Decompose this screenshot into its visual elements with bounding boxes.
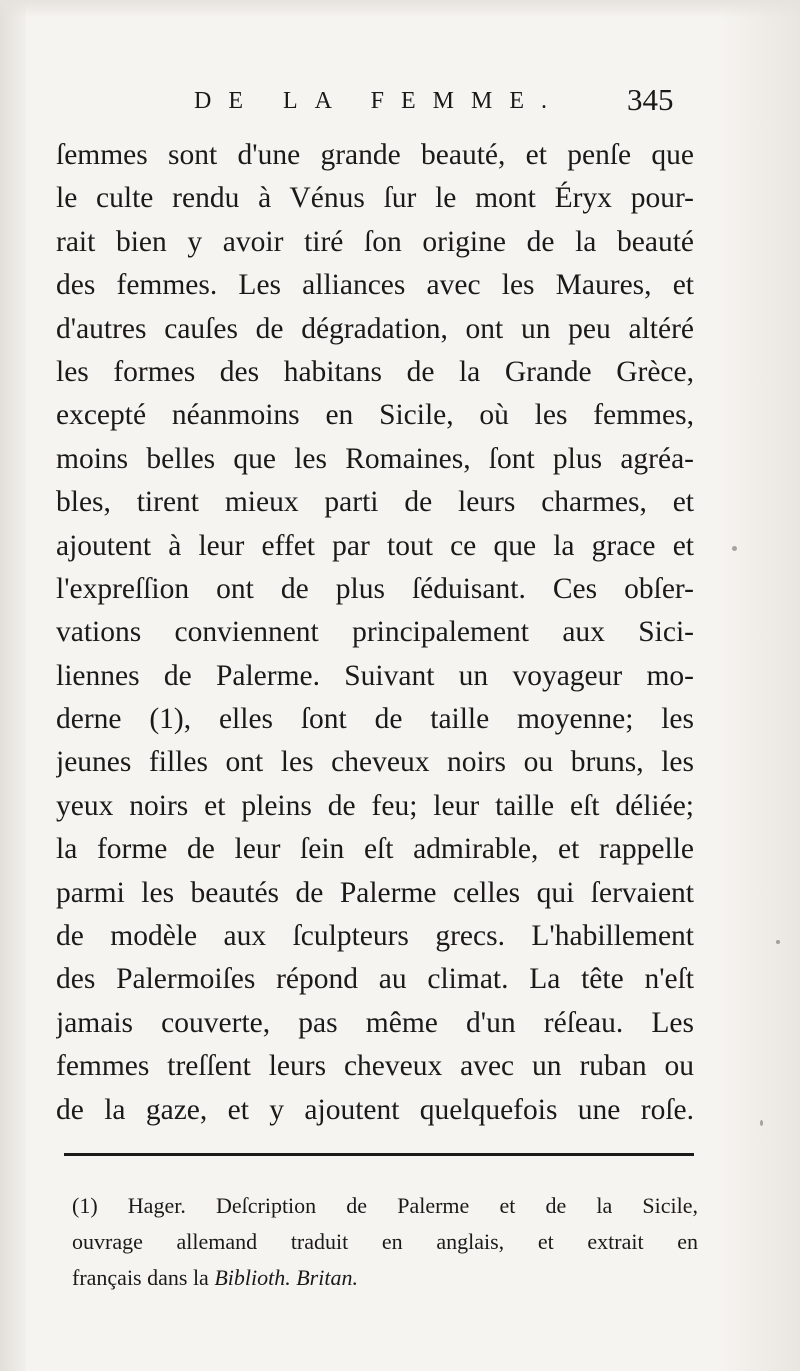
page-top-shadow bbox=[0, 0, 800, 18]
text-line: jeunes filles ont les cheveux noirs ou bruns, les bbox=[56, 746, 694, 779]
text-line: yeux noirs et pleins de feu; leur taille eſt déliée; bbox=[56, 789, 694, 822]
footnote-line: ouvrage allemand traduit en anglais, et extrait en bbox=[72, 1229, 698, 1254]
text-line: rait bien y avoir tiré ſon origine de la beauté bbox=[56, 225, 694, 258]
page-gutter-shadow bbox=[0, 0, 26, 1371]
footnote bbox=[72, 1188, 698, 1296]
text-line: derne (1), elles ſont de taille moyenne; les bbox=[56, 703, 694, 736]
page-number: 345 bbox=[627, 82, 674, 117]
text-line: ſemmes sont d'une grande beauté, et penſe que bbox=[56, 139, 694, 171]
page-header bbox=[0, 78, 800, 134]
text-line: bles, tirent mieux parti de leurs charmes, et bbox=[56, 486, 694, 519]
footnote-journal-title: Biblioth. Britan. bbox=[214, 1265, 358, 1290]
text-line: moins belles que les Romaines, ſont plus agréa- bbox=[56, 442, 694, 475]
running-title: DE LA FEMME. bbox=[194, 88, 565, 114]
text-line: de modèle aux ſculpteurs grecs. L'habillement bbox=[56, 920, 694, 953]
text-line: parmi les beautés de Palerme celles qui ſervaient bbox=[56, 876, 694, 909]
text-line: l'expreſſion ont de plus ſéduisant. Ces obſer- bbox=[56, 572, 694, 605]
footnote-line-prefix: français dans la bbox=[72, 1265, 215, 1290]
text-line: les formes des habitans de la Grande Grèce, bbox=[56, 355, 694, 388]
footnote-line bbox=[72, 1260, 698, 1296]
footnote-line: (1) Hager. Deſcription de Palerme et de la Sicile, bbox=[72, 1193, 698, 1218]
paper-speck bbox=[732, 546, 737, 551]
footnote-rule bbox=[64, 1153, 694, 1156]
text-line: la forme de leur ſein eſt admirable, et rappelle bbox=[56, 833, 694, 866]
text-line: des femmes. Les alliances avec les Maures, et bbox=[56, 269, 694, 302]
body-text bbox=[56, 134, 694, 1132]
page-edge-shadow bbox=[720, 0, 800, 1371]
text-line: d'autres cauſes de dégradation, ont un peu altéré bbox=[56, 312, 694, 345]
text-line: ajoutent à leur effet par tout ce que la grace et bbox=[56, 529, 694, 562]
paper-speck bbox=[760, 1120, 763, 1126]
text-line: le culte rendu à Vénus ſur le mont Éryx pour- bbox=[56, 182, 694, 215]
text-line: excepté néanmoins en Sicile, où les femmes, bbox=[56, 399, 694, 432]
text-line: femmes treſſent leurs cheveux avec un ruban ou bbox=[56, 1050, 694, 1083]
paper-speck bbox=[776, 940, 780, 944]
text-line: vations conviennent principalement aux Sici- bbox=[56, 616, 694, 649]
text-line: des Palermoiſes répond au climat. La tête n'eſt bbox=[56, 963, 694, 996]
text-line: jamais couverte, pas même d'un réſeau. Les bbox=[56, 1006, 694, 1039]
text-line: de la gaze, et y ajoutent quelquefois une roſe. bbox=[56, 1093, 694, 1126]
text-line: liennes de Palerme. Suivant un voyageur mo- bbox=[56, 659, 694, 692]
